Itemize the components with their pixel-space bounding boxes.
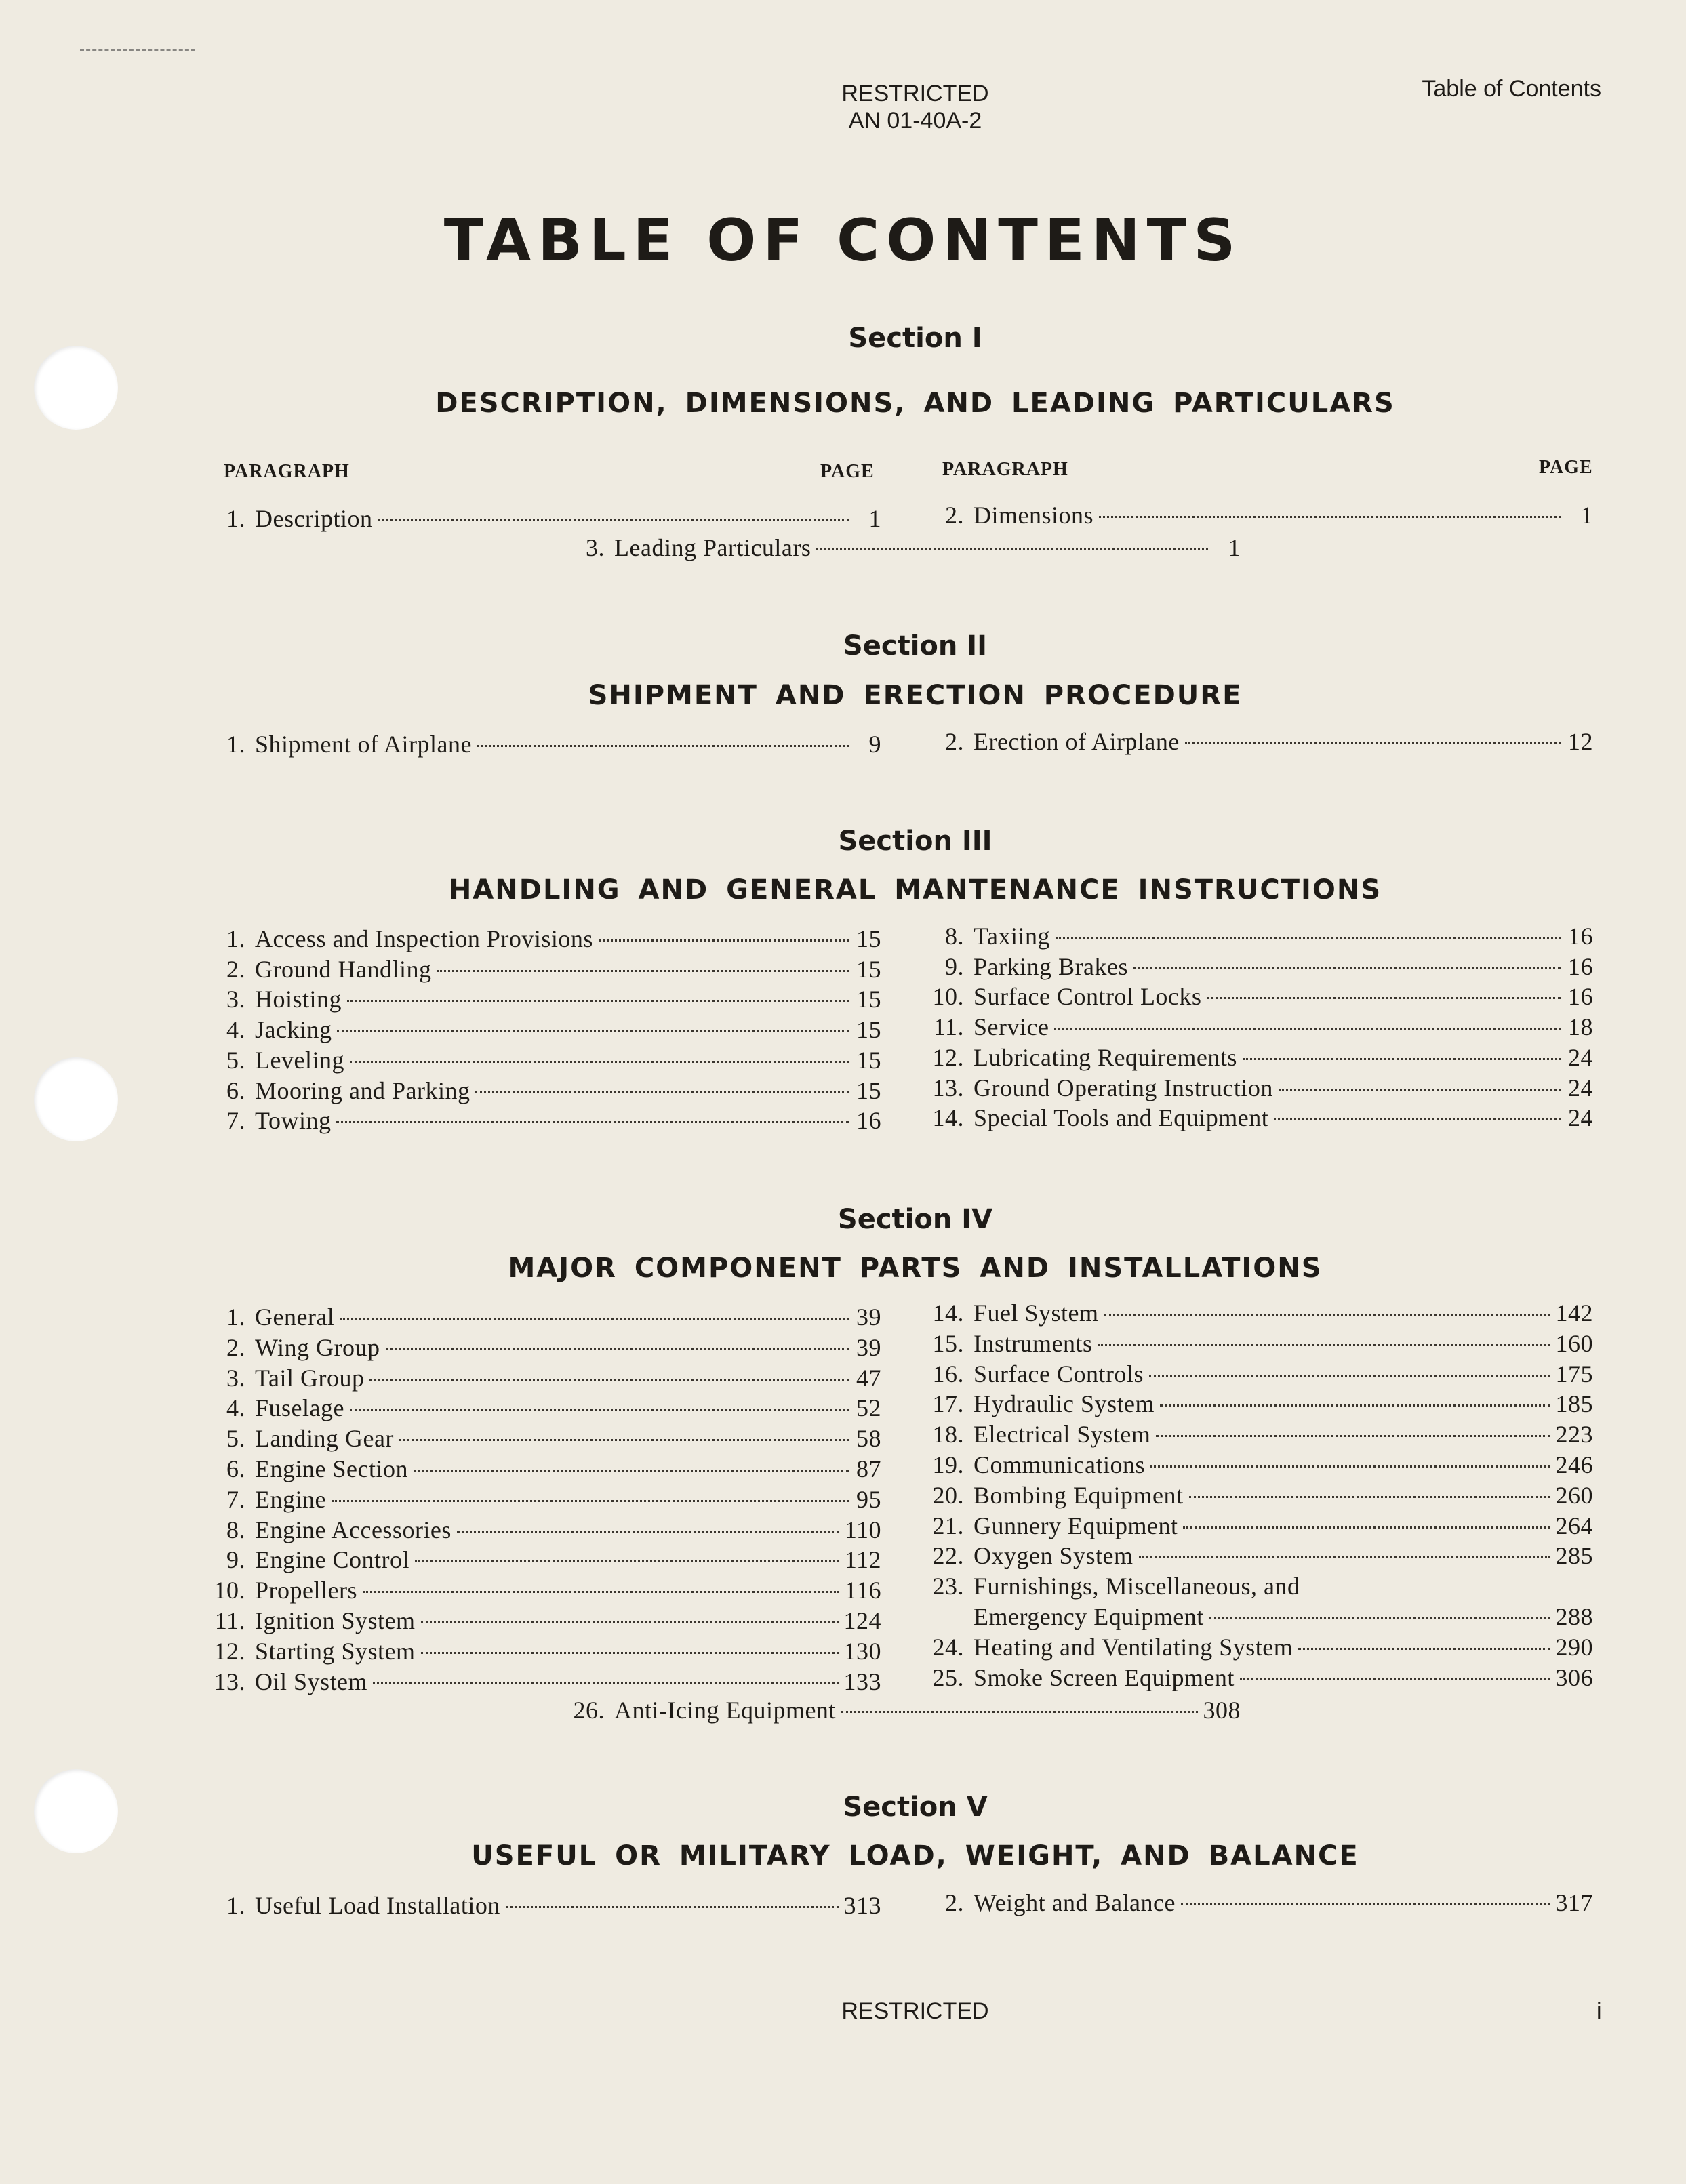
- entry-page: 185: [1555, 1390, 1593, 1418]
- entry-number: 25.: [932, 1663, 964, 1691]
- entry-title: Oil System: [255, 1667, 368, 1695]
- column-header-paragraph: PARAGRAPH: [224, 461, 350, 482]
- punch-hole: [34, 1057, 118, 1141]
- entry-title: Description: [255, 505, 373, 532]
- entry-title: Hydraulic System: [974, 1390, 1155, 1418]
- dot-leader: [363, 1591, 839, 1593]
- entry-number: 5.: [226, 1425, 245, 1453]
- header-classification: RESTRICTED: [841, 81, 989, 106]
- dot-leader: [378, 519, 849, 521]
- entry-number: 13.: [932, 1074, 964, 1101]
- entry-title: Mooring and Parking: [255, 1076, 470, 1104]
- toc-entry[interactable]: [203, 729, 881, 760]
- dot-leader: [816, 548, 1208, 550]
- entry-page: 39: [856, 1333, 881, 1361]
- dot-leader: [1133, 967, 1561, 969]
- entry-page: 16: [1568, 923, 1593, 950]
- entry-number: 1.: [226, 505, 245, 532]
- toc-entry[interactable]: [203, 1605, 881, 1636]
- entry-page: 142: [1555, 1299, 1593, 1327]
- entry-title: Dimensions: [974, 502, 1094, 529]
- toc-entry[interactable]: [922, 1662, 1593, 1693]
- page-folio: i: [1597, 1998, 1602, 2024]
- entry-page: 112: [844, 1546, 881, 1574]
- entry-title: Leveling: [255, 1046, 344, 1074]
- entry-number: 2.: [945, 502, 964, 529]
- entry-page: 308: [1203, 1697, 1241, 1724]
- dot-leader: [1056, 937, 1561, 939]
- toc-entry[interactable]: [922, 1540, 1593, 1571]
- entry-title: Communications: [974, 1451, 1145, 1478]
- entry-number: 15.: [932, 1329, 964, 1357]
- entry-page: 133: [843, 1667, 881, 1695]
- toc-entry[interactable]: [922, 726, 1593, 757]
- toc-entry[interactable]: [922, 1632, 1593, 1663]
- dot-leader: [350, 1409, 849, 1411]
- toc-entry[interactable]: [563, 532, 1241, 563]
- entry-page: 160: [1555, 1329, 1593, 1357]
- entry-title: Propellers: [255, 1577, 357, 1604]
- entry-number: 26.: [573, 1697, 605, 1724]
- dot-leader: [1243, 1058, 1561, 1060]
- entry-page: 116: [844, 1577, 881, 1604]
- toc-entry[interactable]: [203, 1105, 881, 1136]
- entry-title: Ground Operating Instruction: [974, 1074, 1273, 1101]
- entry-page: 15: [856, 925, 881, 952]
- section-title: SHIPMENT AND ERECTION PROCEDURE: [588, 680, 1243, 711]
- entry-page: 87: [856, 1455, 881, 1482]
- entry-title: Ground Handling: [255, 955, 432, 983]
- entry-title: Lubricating Requirements: [974, 1043, 1237, 1071]
- column-header-paragraph: PARAGRAPH: [942, 459, 1068, 480]
- dot-leader: [332, 1500, 849, 1502]
- toc-entry[interactable]: [203, 503, 881, 534]
- toc-entry[interactable]: [922, 1328, 1593, 1359]
- entry-page: 16: [1568, 983, 1593, 1011]
- toc-entry[interactable]: [203, 1636, 881, 1667]
- section-label: Section I: [848, 323, 982, 354]
- page-title: TABLE OF CONTENTS: [443, 207, 1243, 275]
- dot-leader: [477, 745, 849, 747]
- dot-leader: [506, 1906, 839, 1908]
- entry-number: 3.: [226, 986, 245, 1013]
- entry-number: 12.: [932, 1043, 964, 1071]
- toc-entry[interactable]: [203, 1544, 881, 1575]
- entry-title: Erection of Airplane: [974, 728, 1180, 755]
- entry-title: Hoisting: [255, 986, 342, 1013]
- entry-title: Surface Controls: [974, 1360, 1144, 1388]
- toc-entry[interactable]: [922, 1601, 1593, 1632]
- toc-entry[interactable]: [922, 1449, 1593, 1480]
- entry-title: Parking Brakes: [974, 952, 1128, 980]
- dot-leader: [1279, 1089, 1561, 1091]
- entry-page: 18: [1568, 1013, 1593, 1041]
- dot-leader: [1207, 997, 1561, 999]
- dot-leader: [1274, 1118, 1561, 1120]
- dot-leader: [421, 1621, 839, 1623]
- entry-number: 9.: [226, 1546, 245, 1574]
- entry-page: 58: [856, 1425, 881, 1453]
- toc-entry[interactable]: [203, 1332, 881, 1363]
- section-title: MAJOR COMPONENT PARTS AND INSTALLATIONS: [508, 1253, 1323, 1284]
- entry-number: 18.: [932, 1421, 964, 1449]
- toc-entry[interactable]: [203, 1045, 881, 1076]
- dot-leader: [1209, 1617, 1550, 1619]
- dot-leader: [415, 1560, 839, 1562]
- entry-title: Bombing Equipment: [974, 1481, 1184, 1509]
- toc-entry[interactable]: [922, 1419, 1593, 1450]
- entry-title: Leading Particulars: [614, 534, 811, 561]
- entry-number: 2.: [226, 1333, 245, 1361]
- column-header-page: PAGE: [820, 461, 875, 482]
- entry-number: 23.: [932, 1573, 964, 1600]
- header-block: [746, 80, 1085, 134]
- entry-page: 15: [856, 955, 881, 983]
- entry-page: 16: [1568, 952, 1593, 980]
- dot-leader: [1104, 1314, 1550, 1316]
- dot-leader: [336, 1121, 849, 1123]
- toc-entry[interactable]: [922, 1297, 1593, 1329]
- entry-page: 1: [868, 505, 881, 532]
- entry-page: 12: [1568, 728, 1593, 755]
- entry-page: 124: [843, 1607, 881, 1634]
- footer-classification: RESTRICTED: [841, 1998, 989, 2024]
- entry-number: 3.: [226, 1364, 245, 1392]
- entry-number: 7.: [226, 1107, 245, 1135]
- toc-entry[interactable]: [203, 923, 881, 954]
- entry-page: 1: [1228, 534, 1241, 561]
- entry-number: 6.: [226, 1455, 245, 1482]
- toc-entry[interactable]: [922, 951, 1593, 982]
- dot-leader: [399, 1439, 849, 1441]
- entry-number: 6.: [226, 1076, 245, 1104]
- entry-number: 13.: [214, 1667, 245, 1695]
- entry-number: 9.: [945, 952, 964, 980]
- dot-leader: [437, 970, 849, 972]
- dot-leader: [369, 1379, 849, 1381]
- toc-entry-first-line: [922, 1571, 1593, 1602]
- toc-entry[interactable]: [203, 984, 881, 1015]
- entry-page: 15: [856, 1016, 881, 1044]
- toc-entry[interactable]: [203, 1514, 881, 1545]
- toc-entry[interactable]: [922, 1388, 1593, 1419]
- entry-title: Gunnery Equipment: [974, 1512, 1178, 1539]
- toc-entry[interactable]: [922, 1887, 1593, 1918]
- entry-title: Towing: [255, 1107, 332, 1135]
- dot-leader: [1298, 1648, 1550, 1650]
- entry-number: 8.: [945, 923, 964, 950]
- section-title: HANDLING AND GENERAL MANTENANCE INSTRUCTIONS: [448, 874, 1382, 906]
- dot-leader: [1181, 1903, 1550, 1905]
- dot-leader: [1183, 1526, 1550, 1529]
- toc-entry[interactable]: [203, 1423, 881, 1454]
- section-label: Section III: [838, 826, 992, 857]
- entry-title: Furnishings, Miscellaneous, and: [974, 1573, 1300, 1600]
- dot-leader: [373, 1682, 838, 1684]
- dot-leader: [386, 1348, 849, 1350]
- toc-entry[interactable]: [922, 1072, 1593, 1104]
- entry-page: 130: [843, 1637, 881, 1665]
- entry-title: Instruments: [974, 1329, 1093, 1357]
- entry-title: Fuel System: [974, 1299, 1099, 1327]
- entry-title: Fuselage: [255, 1394, 344, 1422]
- entry-title: Ignition System: [255, 1607, 416, 1634]
- entry-page: 313: [843, 1892, 881, 1919]
- toc-entry[interactable]: [922, 1102, 1593, 1133]
- dot-leader: [457, 1531, 839, 1533]
- entry-page: 39: [856, 1303, 881, 1331]
- dot-leader: [1098, 1344, 1550, 1346]
- entry-page: 110: [844, 1516, 881, 1543]
- toc-entry[interactable]: [203, 954, 881, 985]
- entry-number: 14.: [932, 1299, 964, 1327]
- entry-number: 19.: [932, 1451, 964, 1478]
- section-label: Section II: [843, 630, 988, 662]
- toc-entry[interactable]: [922, 500, 1593, 531]
- entry-page: 95: [856, 1485, 881, 1513]
- entry-title: Landing Gear: [255, 1425, 394, 1453]
- entry-title: Starting System: [255, 1637, 416, 1665]
- entry-title: Taxiing: [974, 923, 1050, 950]
- entry-number: 2.: [945, 728, 964, 755]
- entry-number: 10.: [214, 1577, 245, 1604]
- entry-number: 1.: [226, 1303, 245, 1331]
- entry-title: Oxygen System: [974, 1542, 1133, 1570]
- entry-title: Shipment of Airplane: [255, 731, 472, 758]
- toc-entry[interactable]: [922, 1358, 1593, 1390]
- dot-leader: [1150, 1465, 1550, 1468]
- entry-title: Engine: [255, 1485, 326, 1513]
- entry-number: 16.: [932, 1360, 964, 1388]
- entry-title: General: [255, 1303, 335, 1331]
- toc-entry[interactable]: [922, 981, 1593, 1012]
- dot-leader: [1160, 1404, 1550, 1407]
- entry-title: Special Tools and Equipment: [974, 1104, 1269, 1132]
- entry-page: 15: [856, 1076, 881, 1104]
- toc-entry[interactable]: [203, 1301, 881, 1333]
- dot-leader: [1099, 516, 1561, 518]
- dot-leader: [1185, 742, 1561, 744]
- entry-page: 1: [1580, 502, 1593, 529]
- entry-number: 4.: [226, 1394, 245, 1422]
- toc-entry[interactable]: [203, 1362, 881, 1394]
- section-title: DESCRIPTION, DIMENSIONS, AND LEADING PARTICULARS: [435, 388, 1395, 419]
- entry-number: 1.: [226, 925, 245, 952]
- entry-title: Engine Control: [255, 1546, 409, 1574]
- entry-title: Surface Control Locks: [974, 983, 1202, 1011]
- pencil-mark: [80, 42, 195, 51]
- entry-title: Anti-Icing Equipment: [614, 1697, 836, 1724]
- section-label: Section IV: [837, 1204, 993, 1235]
- entry-number: 21.: [932, 1512, 964, 1539]
- dot-leader: [414, 1470, 849, 1472]
- entry-number: 1.: [226, 731, 245, 758]
- toc-entry[interactable]: [922, 1510, 1593, 1541]
- entry-number: 17.: [932, 1390, 964, 1418]
- entry-page: 24: [1568, 1104, 1593, 1132]
- dot-leader: [1240, 1678, 1550, 1680]
- entry-page: 24: [1568, 1043, 1593, 1071]
- entry-title-continued: Emergency Equipment: [974, 1603, 1204, 1630]
- entry-page: 16: [856, 1107, 881, 1135]
- entry-page: 306: [1555, 1663, 1593, 1691]
- dot-leader: [350, 1061, 849, 1063]
- entry-number: 14.: [932, 1104, 964, 1132]
- entry-number: 2.: [945, 1889, 964, 1916]
- entry-number: 2.: [226, 955, 245, 983]
- toc-entry[interactable]: [203, 1014, 881, 1045]
- dot-leader: [1156, 1435, 1550, 1437]
- entry-number: 5.: [226, 1046, 245, 1074]
- entry-page: 223: [1555, 1421, 1593, 1449]
- entry-number: 1.: [226, 1892, 245, 1919]
- toc-entry[interactable]: [203, 1392, 881, 1423]
- entry-title: Service: [974, 1013, 1049, 1041]
- entry-number: 12.: [214, 1637, 245, 1665]
- dot-leader: [1189, 1496, 1550, 1498]
- toc-entry[interactable]: [922, 1042, 1593, 1073]
- entry-page: 24: [1568, 1074, 1593, 1101]
- entry-page: 175: [1555, 1360, 1593, 1388]
- entry-number: 10.: [932, 983, 964, 1011]
- entry-number: 20.: [932, 1481, 964, 1509]
- entry-title: Weight and Balance: [974, 1889, 1176, 1916]
- entry-page: 15: [856, 1046, 881, 1074]
- dot-leader: [347, 1000, 849, 1002]
- entry-title: Access and Inspection Provisions: [255, 925, 593, 952]
- toc-entry[interactable]: [563, 1695, 1241, 1726]
- toc-entry[interactable]: [203, 1890, 881, 1921]
- dot-leader: [421, 1652, 839, 1654]
- toc-entry[interactable]: [203, 1575, 881, 1606]
- header-doc-number: AN 01-40A-2: [848, 108, 982, 134]
- entry-number: 11.: [933, 1013, 964, 1041]
- entry-title: Useful Load Installation: [255, 1892, 500, 1919]
- dot-leader: [340, 1318, 849, 1320]
- entry-number: 22.: [932, 1542, 964, 1570]
- dot-leader: [1149, 1375, 1550, 1377]
- section-label: Section V: [843, 1792, 988, 1823]
- dot-leader: [841, 1711, 1198, 1713]
- toc-entry[interactable]: [203, 1484, 881, 1515]
- toc-entry[interactable]: [922, 921, 1593, 952]
- dot-leader: [337, 1030, 849, 1032]
- entry-page: 317: [1555, 1889, 1593, 1916]
- entry-number: 3.: [586, 534, 605, 561]
- entry-page: 9: [868, 731, 881, 758]
- entry-title: Wing Group: [255, 1333, 380, 1361]
- entry-page: 285: [1555, 1542, 1593, 1570]
- entry-page: 260: [1555, 1481, 1593, 1509]
- entry-page: 15: [856, 986, 881, 1013]
- dot-leader: [599, 939, 849, 942]
- entry-title: Engine Section: [255, 1455, 408, 1482]
- entry-number: 8.: [226, 1516, 245, 1543]
- entry-title: Jacking: [255, 1016, 332, 1044]
- entry-page: 47: [856, 1364, 881, 1392]
- toc-entry[interactable]: [203, 1453, 881, 1484]
- dot-leader: [1054, 1028, 1561, 1030]
- entry-number: 11.: [214, 1607, 245, 1634]
- toc-entry[interactable]: [922, 1480, 1593, 1511]
- entry-title: Electrical System: [974, 1421, 1151, 1449]
- entry-page: 288: [1555, 1603, 1593, 1630]
- dot-leader: [475, 1091, 849, 1093]
- entry-page: 264: [1555, 1512, 1593, 1539]
- entry-number: 4.: [226, 1016, 245, 1044]
- entry-number: 24.: [932, 1633, 964, 1661]
- entry-title: Smoke Screen Equipment: [974, 1663, 1235, 1691]
- running-title: Table of Contents: [1422, 76, 1601, 102]
- entry-title: Heating and Ventilating System: [974, 1633, 1293, 1661]
- dot-leader: [1139, 1556, 1550, 1558]
- entry-title: Engine Accessories: [255, 1516, 451, 1543]
- entry-page: 246: [1555, 1451, 1593, 1478]
- column-header-page: PAGE: [1539, 457, 1593, 478]
- entry-title: Tail Group: [255, 1364, 365, 1392]
- toc-entry[interactable]: [922, 1011, 1593, 1043]
- toc-entry[interactable]: [203, 1075, 881, 1106]
- entry-page: 52: [856, 1394, 881, 1422]
- entry-number: 7.: [226, 1485, 245, 1513]
- section-title: USEFUL OR MILITARY LOAD, WEIGHT, AND BALANCE: [471, 1840, 1359, 1872]
- toc-entry[interactable]: [203, 1666, 881, 1697]
- entry-page: 290: [1555, 1633, 1593, 1661]
